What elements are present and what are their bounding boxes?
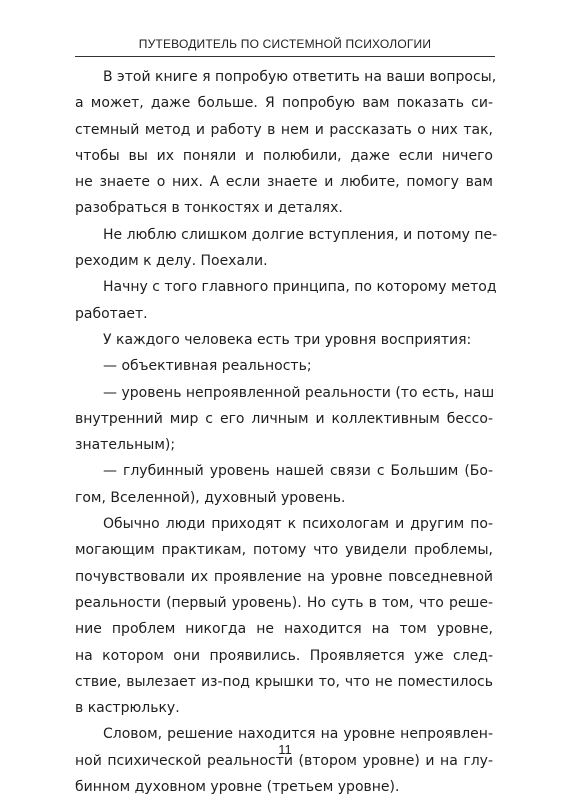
- text-line: не знаете о них. А если знаете и любите, помогу вам: [75, 174, 493, 191]
- paragraph: [75, 353, 493, 379]
- paragraph: [75, 327, 493, 353]
- paragraph: [75, 458, 493, 511]
- text-line: реходим к делу. Поехали.: [75, 253, 268, 270]
- text-line: внутренний мир с его личным и коллективным бессо-: [75, 410, 493, 427]
- text-line: знательным);: [75, 437, 176, 454]
- text-line: Начну с того главного принципа, по которому метод: [75, 279, 497, 296]
- text-line: бинном духовном уровне (третьем уровне).: [75, 779, 400, 796]
- running-header: ПУТЕВОДИТЕЛЬ ПО СИСТЕМНОЙ ПСИХОЛОГИИ: [138, 37, 432, 51]
- text-line: гом, Вселенной), духовный уровень.: [75, 489, 346, 506]
- header-rule: [75, 56, 495, 57]
- text-line: работает.: [75, 305, 148, 322]
- text-line: В этой книге я попробую ответить на ваши вопросы,: [75, 69, 497, 85]
- text-line: чтобы вы их поняли и полюбили, даже если ничего: [75, 147, 493, 164]
- text-line: У каждого человека есть три уровня восприятия:: [75, 331, 472, 348]
- page-body: [75, 64, 498, 800]
- text-line: разобраться в тонкостях и деталях.: [75, 200, 343, 217]
- text-line: на котором они проявились. Проявляется уже след-: [75, 647, 493, 664]
- paragraph: [75, 380, 493, 459]
- text-line: — объективная реальность;: [75, 358, 312, 375]
- text-line: ствие, вылезает из-под крышки то, что не поместилось: [75, 673, 493, 690]
- text-line: Не люблю слишком долгие вступления, и потому пе-: [75, 226, 498, 243]
- paragraph: [75, 511, 493, 721]
- text-line: Словом, решение находится на уровне непроявлен-: [75, 726, 493, 743]
- text-line: Обычно люди приходят к психологам и другим по-: [75, 516, 493, 533]
- text-line: стемный метод и работу в нем и рассказать о них так,: [75, 121, 493, 138]
- text-line: — уровень непроявленной реальности (то есть, наш: [75, 384, 495, 401]
- text-line: — глубинный уровень нашей связи с Большим (Бо-: [75, 463, 493, 480]
- paragraph: [75, 64, 497, 222]
- text-line: реальности (первый уровень). Но суть в том, что реше-: [75, 594, 493, 611]
- text-line: почувствовали их проявление на уровне повседневной: [75, 568, 493, 585]
- paragraph: [75, 721, 493, 800]
- text-line: в кастрюльку.: [75, 700, 180, 717]
- text-line: могающим практикам, потому что увидели проблемы,: [75, 542, 493, 559]
- paragraph: [75, 222, 498, 275]
- text-line: а может, даже больше. Я попробую вам показать си-: [75, 95, 493, 112]
- text-line: ной психической реальности (втором уровне) и на глу-: [75, 752, 493, 769]
- page-number: 11: [278, 742, 292, 757]
- text-line: ние проблем никогда не находится на том уровне,: [75, 621, 493, 638]
- paragraph: [75, 274, 497, 327]
